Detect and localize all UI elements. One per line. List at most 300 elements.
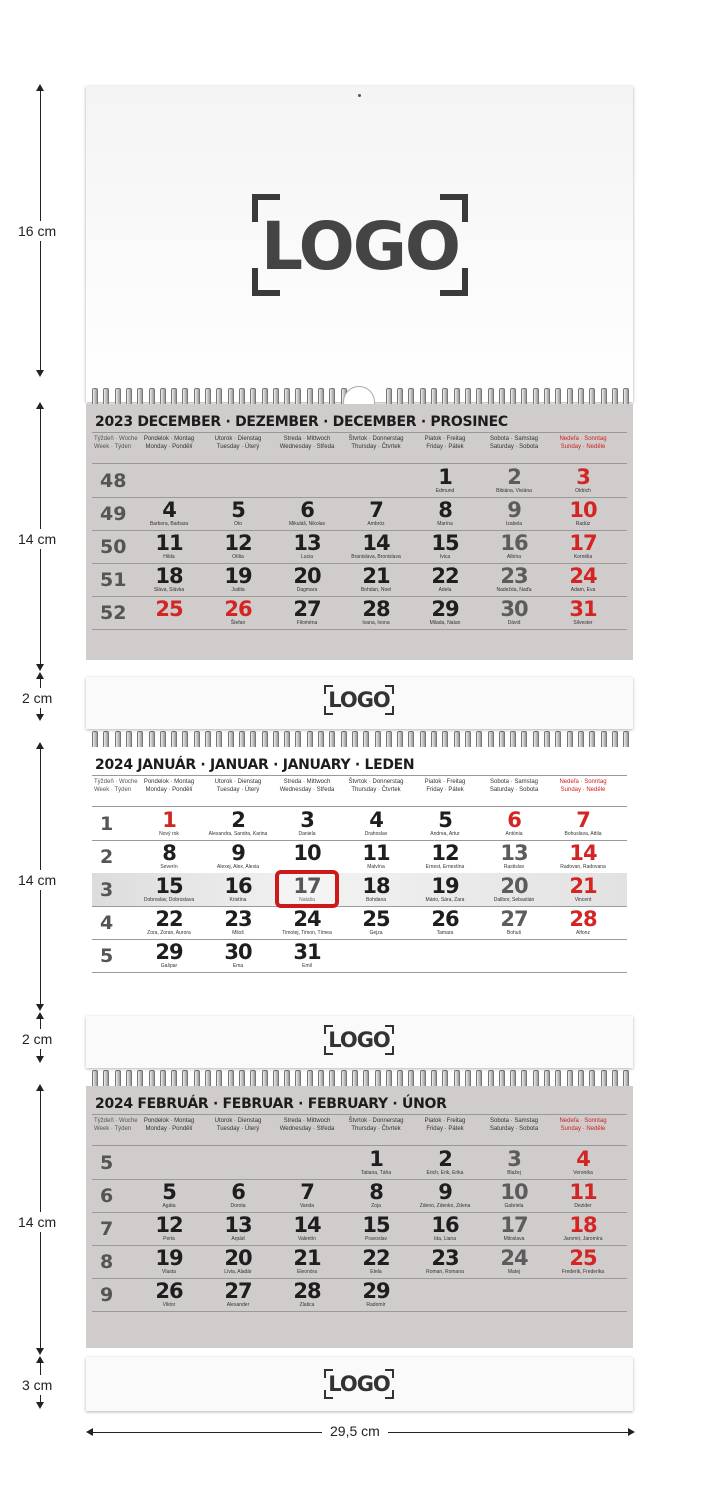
weekday-header-row: [92, 775, 627, 807]
logo-text: LOGO: [328, 1028, 390, 1052]
week-header: Týždeň · Woche Week · Týden: [94, 436, 138, 450]
week-row: [92, 840, 627, 874]
weekday-header: Utorok · Dienstag Tuesday · Úterý: [214, 436, 262, 450]
day-number: 30: [500, 597, 528, 621]
weekday-header: Štvrtok · Donnerstag Thursday · Čtvrtek: [348, 779, 404, 793]
day-cell: [481, 565, 547, 594]
name-day: Antónia: [505, 831, 523, 837]
name-day: Kornélia: [573, 554, 593, 560]
name-day: Erich, Erik, Erika: [426, 1170, 464, 1176]
day-cell: [205, 875, 271, 904]
week-number: 51: [100, 569, 127, 591]
day-cell: [274, 499, 340, 528]
day-number: 13: [293, 531, 321, 555]
day-number: 19: [224, 564, 252, 588]
name-day: Izabela: [505, 521, 523, 527]
day-cell: [550, 565, 616, 594]
day-number: 16: [224, 874, 252, 898]
name-day: Vanda: [299, 1203, 315, 1209]
week-number: 3: [100, 879, 114, 901]
day-cell: [274, 941, 340, 970]
day-cell: [205, 1247, 271, 1276]
day-number: 7: [369, 498, 383, 522]
day-number: 12: [155, 1213, 183, 1237]
day-number: 23: [431, 1246, 459, 1270]
arrow-down-icon: [36, 1056, 44, 1063]
month-february-2024: [86, 1086, 633, 1348]
day-number: 23: [224, 907, 252, 931]
day-cell: [412, 1247, 478, 1276]
name-day: Lívia, Aladár: [224, 1269, 252, 1275]
day-number: 20: [293, 564, 321, 588]
day-cell: [550, 1214, 616, 1243]
day-number: 26: [155, 1279, 183, 1303]
day-cell: [343, 565, 409, 594]
week-row: [92, 497, 627, 531]
weekday-header: Streda · Mittwoch Wednesday · Středa: [279, 436, 335, 450]
month-january-2024: [86, 747, 633, 1012]
day-number: 17: [293, 874, 321, 898]
day-cell: [412, 532, 478, 561]
logo-strip-1: [86, 677, 633, 729]
day-cell: [274, 842, 340, 864]
name-day: Hilda: [163, 554, 175, 560]
dim-label-strip3: 3 cm: [22, 1377, 53, 1393]
name-day: Filoména: [296, 620, 318, 626]
day-number: 2: [438, 1147, 452, 1171]
day-number: 20: [500, 874, 528, 898]
day-number: 4: [369, 808, 383, 832]
day-cell: [481, 466, 547, 495]
day-cell: [136, 565, 202, 594]
name-day: Milada, Natan: [429, 620, 461, 626]
week-number: 2: [100, 846, 114, 868]
day-cell: [550, 875, 616, 904]
day-cell: [481, 598, 547, 627]
name-day: Alfonz: [576, 930, 590, 936]
name-day: Roman, Romana: [426, 1269, 464, 1275]
arrow-down-icon: [36, 1348, 44, 1355]
day-number: 23: [500, 564, 528, 588]
day-number: 2: [231, 808, 245, 832]
name-day: Matej: [507, 1269, 521, 1275]
name-day: Ivica: [439, 554, 451, 560]
day-number: 28: [569, 907, 597, 931]
day-cell: [136, 875, 202, 904]
name-day: Otília: [232, 554, 244, 560]
day-number: 6: [300, 498, 314, 522]
name-day: Dorota: [230, 1203, 246, 1209]
day-number: 24: [293, 907, 321, 931]
weekday-header: Sobota · Samstag Saturday · Sobota: [489, 436, 539, 450]
day-number: 3: [576, 465, 590, 489]
name-day: Gejza: [369, 930, 383, 936]
day-cell: [136, 598, 202, 620]
week-number: 49: [100, 503, 127, 525]
day-number: 3: [507, 1147, 521, 1171]
arrow-down-icon: [36, 664, 44, 671]
calendar-header-panel: [86, 86, 633, 402]
name-day: Dalibor, Sebastián: [493, 897, 535, 903]
day-cell: [550, 1247, 616, 1276]
month-title: 2024 FEBRUÁR · FEBRUAR · FEBRUARY · ÚNOR: [95, 1096, 447, 1112]
day-cell: [136, 908, 202, 937]
week-row: [92, 1179, 627, 1213]
dim-label-month1: 14 cm: [18, 531, 57, 547]
day-number: 22: [362, 1246, 390, 1270]
weekday-header: Streda · Mittwoch Wednesday · Středa: [279, 779, 335, 793]
name-day: Zdeno, Zdenko, Zdena: [419, 1203, 471, 1209]
day-number: 31: [569, 597, 597, 621]
day-cell: [205, 908, 271, 937]
day-number: 25: [569, 1246, 597, 1270]
weekday-header: Sobota · Samstag Saturday · Sobota: [489, 779, 539, 793]
logo-text: LOGO: [328, 1372, 390, 1396]
name-day: Tamara: [436, 930, 454, 936]
day-number: 11: [155, 531, 183, 555]
name-day: Etela: [370, 1269, 382, 1275]
day-cell: [481, 908, 547, 937]
day-cell: [274, 1214, 340, 1243]
name-day: Lucia: [301, 554, 313, 560]
day-cell: [274, 565, 340, 594]
name-day: Viktor: [162, 1302, 176, 1308]
day-number: 7: [300, 1180, 314, 1204]
day-number: 9: [438, 1180, 452, 1204]
day-number: 27: [293, 597, 321, 621]
weekday-header: Nedeľa · Sonntag Sunday · Neděle: [559, 1118, 607, 1132]
name-day: Andrea, Artur: [430, 831, 460, 837]
dim-label-month2: 14 cm: [18, 872, 57, 888]
day-number: 18: [569, 1213, 597, 1237]
name-day: Dobroslav, Dobroslava: [143, 897, 195, 903]
day-cell: [343, 1214, 409, 1243]
day-number: 26: [431, 907, 459, 931]
day-number: 26: [224, 597, 252, 621]
name-day: Dagmara: [296, 587, 318, 593]
arrow-down-icon: [36, 714, 44, 721]
weekday-header-row: [92, 432, 627, 464]
day-number: 19: [431, 874, 459, 898]
name-day: Alexander: [226, 1302, 250, 1308]
week-number: 50: [100, 536, 127, 558]
name-day: Perla: [163, 1236, 175, 1242]
name-day: Agáta: [162, 1203, 176, 1209]
day-cell: [343, 875, 409, 904]
day-number: 14: [293, 1213, 321, 1237]
month-title: 2024 JANUÁR · JANUAR · JANUARY · LEDEN: [95, 757, 415, 773]
day-cell: [550, 809, 616, 838]
name-day: Arpád: [231, 1236, 245, 1242]
day-number: 24: [500, 1246, 528, 1270]
strip-logo: [324, 1025, 394, 1055]
day-number: 8: [438, 498, 452, 522]
weekday-header: Pondelok · Montag Monday · Pondělí: [143, 436, 195, 450]
day-cell: [550, 1148, 616, 1177]
day-number: 21: [362, 564, 390, 588]
day-cell: [274, 908, 340, 937]
week-number: 9: [100, 1284, 114, 1306]
day-cell: [481, 499, 547, 528]
name-day: Malvína: [367, 864, 385, 870]
name-day: Jaromír, Jaromíra: [563, 1236, 603, 1242]
day-cell: [481, 809, 547, 838]
dim-label-strip1: 2 cm: [22, 690, 53, 706]
name-day: Štefan: [230, 620, 246, 626]
week-number: 5: [100, 1152, 114, 1174]
month-title: 2023 DECEMBER · DEZEMBER · DECEMBER · PROSINEC: [95, 414, 508, 430]
day-cell: [412, 466, 478, 495]
day-number: 10: [569, 498, 597, 522]
arrow-left-icon: [86, 1428, 93, 1436]
day-cell: [481, 1148, 547, 1177]
day-cell: [274, 1181, 340, 1210]
name-day: Barbora, Barbara: [149, 521, 189, 527]
day-number: 1: [438, 465, 452, 489]
day-cell: [136, 499, 202, 528]
name-day: Eleonóra: [296, 1269, 317, 1275]
day-number: 14: [569, 841, 597, 865]
day-cell: [481, 875, 547, 904]
day-number: 1: [162, 808, 176, 832]
name-day: Vlasta: [162, 1269, 176, 1275]
day-cell: [343, 499, 409, 528]
day-cell: [343, 1148, 409, 1177]
name-day: Zora, Zoran, Aurora: [147, 930, 191, 936]
week-row: [92, 530, 627, 564]
day-number: 5: [231, 498, 245, 522]
arrow-up-icon: [36, 1012, 44, 1019]
logo-text: LOGO: [260, 208, 460, 285]
name-day: Nový rok: [159, 831, 179, 837]
arrow-down-icon: [36, 1004, 44, 1011]
logo-strip-3: [86, 1357, 633, 1411]
day-number: 29: [155, 940, 183, 964]
day-cell: [343, 842, 409, 871]
day-number: 2: [507, 465, 521, 489]
name-day: Emil: [302, 963, 312, 969]
day-number: 14: [362, 531, 390, 555]
arrow-up-icon: [36, 672, 44, 679]
hanging-hole: [358, 94, 361, 97]
day-cell: [412, 1214, 478, 1243]
month-december-2023: [86, 404, 633, 660]
name-day: Miloš: [232, 930, 244, 936]
name-day: Miloslava: [503, 1236, 525, 1242]
day-number: 17: [569, 531, 597, 555]
arrow-up-icon: [36, 742, 44, 749]
day-number: 28: [293, 1279, 321, 1303]
name-day: Daniela: [298, 831, 316, 837]
day-number: 18: [155, 564, 183, 588]
week-row: [92, 563, 627, 597]
day-number: 21: [569, 874, 597, 898]
day-number: 20: [224, 1246, 252, 1270]
weekday-header: Štvrtok · Donnerstag Thursday · Čtvrtek: [348, 436, 404, 450]
day-number: 5: [162, 1180, 176, 1204]
day-cell: [343, 532, 409, 561]
day-cell: [550, 908, 616, 937]
day-cell: [136, 1181, 202, 1210]
day-cell: [205, 1181, 271, 1210]
day-number: 31: [293, 940, 321, 964]
day-cell: [136, 1247, 202, 1276]
day-number: 7: [576, 808, 590, 832]
name-day: Alexandra, Sandra, Karina: [208, 831, 268, 837]
day-cell: [412, 875, 478, 904]
weekday-header: Utorok · Dienstag Tuesday · Úterý: [214, 779, 262, 793]
day-number: 19: [155, 1246, 183, 1270]
day-cell: [412, 565, 478, 594]
day-cell: [274, 598, 340, 627]
day-cell: [481, 1214, 547, 1243]
week-row: [92, 939, 627, 973]
week-number: 4: [100, 912, 114, 934]
name-day: Oldrich: [575, 488, 591, 494]
day-cell: [550, 532, 616, 561]
name-day: Radúz: [575, 521, 591, 527]
day-cell: [481, 842, 547, 871]
week-row: [92, 1278, 627, 1312]
day-number: 9: [507, 498, 521, 522]
name-day: Ernest, Ernestína: [425, 864, 465, 870]
day-number: 10: [500, 1180, 528, 1204]
weekday-header: Piatok · Freitag Friday · Pátek: [424, 779, 466, 793]
name-day: Judita: [231, 587, 245, 593]
day-number: 13: [500, 841, 528, 865]
week-header: Týždeň · Woche Week · Týden: [94, 1118, 138, 1132]
day-number: 12: [224, 531, 252, 555]
date-marker-slider[interactable]: [275, 870, 339, 908]
day-number: 17: [500, 1213, 528, 1237]
day-cell: [205, 532, 271, 561]
header-logo: [252, 194, 468, 296]
name-day: Marína: [437, 521, 453, 527]
day-number: 16: [500, 531, 528, 555]
name-day: Ivana, Ivona: [362, 620, 390, 626]
day-cell: [550, 1181, 616, 1210]
day-number: 29: [431, 597, 459, 621]
weekday-header: Štvrtok · Donnerstag Thursday · Čtvrtek: [348, 1118, 404, 1132]
day-cell: [412, 908, 478, 937]
day-number: 18: [362, 874, 390, 898]
day-cell: [550, 842, 616, 871]
day-number: 30: [224, 940, 252, 964]
day-cell: [343, 809, 409, 838]
day-cell: [136, 941, 202, 970]
name-day: Adela: [438, 587, 452, 593]
week-number: 52: [100, 602, 127, 624]
week-row: [92, 1212, 627, 1246]
name-day: Valentín: [298, 1236, 316, 1242]
name-day: Nadežda, Naďa: [496, 587, 532, 593]
day-cell: [481, 1181, 547, 1210]
week-number: 48: [100, 470, 127, 492]
week-header: Týždeň · Woche Week · Týden: [94, 779, 138, 793]
day-cell: [274, 532, 340, 561]
week-number: 7: [100, 1218, 114, 1240]
day-number: 15: [431, 531, 459, 555]
day-number: 3: [300, 808, 314, 832]
day-cell: [412, 842, 478, 871]
name-day: Silvester: [573, 620, 593, 626]
name-day: Bohuslava, Attila: [564, 831, 602, 837]
weekday-header: Utorok · Dienstag Tuesday · Úterý: [214, 1118, 262, 1132]
day-number: 28: [362, 597, 390, 621]
strip-logo: [324, 1369, 394, 1399]
name-day: Timotej, Timon, Tímea: [282, 930, 332, 936]
week-number: 1: [100, 813, 114, 835]
day-cell: [481, 532, 547, 561]
week-row: [92, 464, 627, 498]
name-day: Radovan, Radovana: [560, 864, 606, 870]
name-day: Ambróz: [367, 521, 385, 527]
day-number: 11: [362, 841, 390, 865]
weekday-header: Streda · Mittwoch Wednesday · Středa: [279, 1118, 335, 1132]
day-cell: [412, 809, 478, 838]
name-day: Albína: [506, 554, 522, 560]
weekday-header-row: [92, 1114, 627, 1146]
weekday-header: Nedeľa · Sonntag Sunday · Neděle: [559, 779, 607, 793]
day-cell: [343, 908, 409, 937]
day-cell: [205, 565, 271, 594]
day-cell: [136, 532, 202, 561]
day-number: 6: [507, 808, 521, 832]
day-cell: [550, 598, 616, 627]
day-number: 4: [162, 498, 176, 522]
name-day: Radomír: [366, 1302, 386, 1308]
name-day: Gabriela: [504, 1203, 524, 1209]
day-number: 15: [155, 874, 183, 898]
arrow-up-icon: [36, 84, 44, 91]
name-day: Ida, Liana: [434, 1236, 456, 1242]
name-day: Drahoslav: [364, 831, 388, 837]
day-number: 22: [155, 907, 183, 931]
day-number: 27: [500, 907, 528, 931]
day-cell: [412, 1148, 478, 1177]
name-day: Edmund: [435, 488, 455, 494]
day-cell: [343, 1181, 409, 1210]
name-day: Dávid: [507, 620, 521, 626]
week-row: [92, 807, 627, 841]
name-day: Adam, Eva: [570, 587, 596, 593]
name-day: Bibiána, Viviána: [496, 488, 532, 494]
day-number: 29: [362, 1279, 390, 1303]
arrow-right-icon: [628, 1428, 635, 1436]
weekday-header: Piatok · Freitag Friday · Pátek: [424, 1118, 466, 1132]
name-day: Tatiana, Táňa: [360, 1170, 392, 1176]
day-number: 8: [162, 841, 176, 865]
day-cell: [274, 1247, 340, 1276]
name-day: Oto: [233, 521, 243, 527]
week-number: 8: [100, 1251, 114, 1273]
weekday-header: Pondelok · Montag Monday · Pondělí: [143, 1118, 195, 1132]
name-day: Dezider: [574, 1203, 592, 1209]
weekday-header: Piatok · Freitag Friday · Pátek: [424, 436, 466, 450]
week-row: [92, 873, 627, 907]
day-cell: [481, 1247, 547, 1276]
week-row: [92, 906, 627, 940]
day-cell: [412, 598, 478, 627]
day-cell: [343, 1247, 409, 1276]
name-day: Sláva, Slávka: [153, 587, 185, 593]
name-day: Ema: [232, 963, 244, 969]
logo-strip-2: [86, 1016, 633, 1068]
weekday-header: Pondelok · Montag Monday · Pondělí: [143, 779, 195, 793]
name-day: Bohuš: [506, 930, 522, 936]
day-cell: [205, 809, 271, 838]
name-day: Pravoslav: [365, 1236, 387, 1242]
